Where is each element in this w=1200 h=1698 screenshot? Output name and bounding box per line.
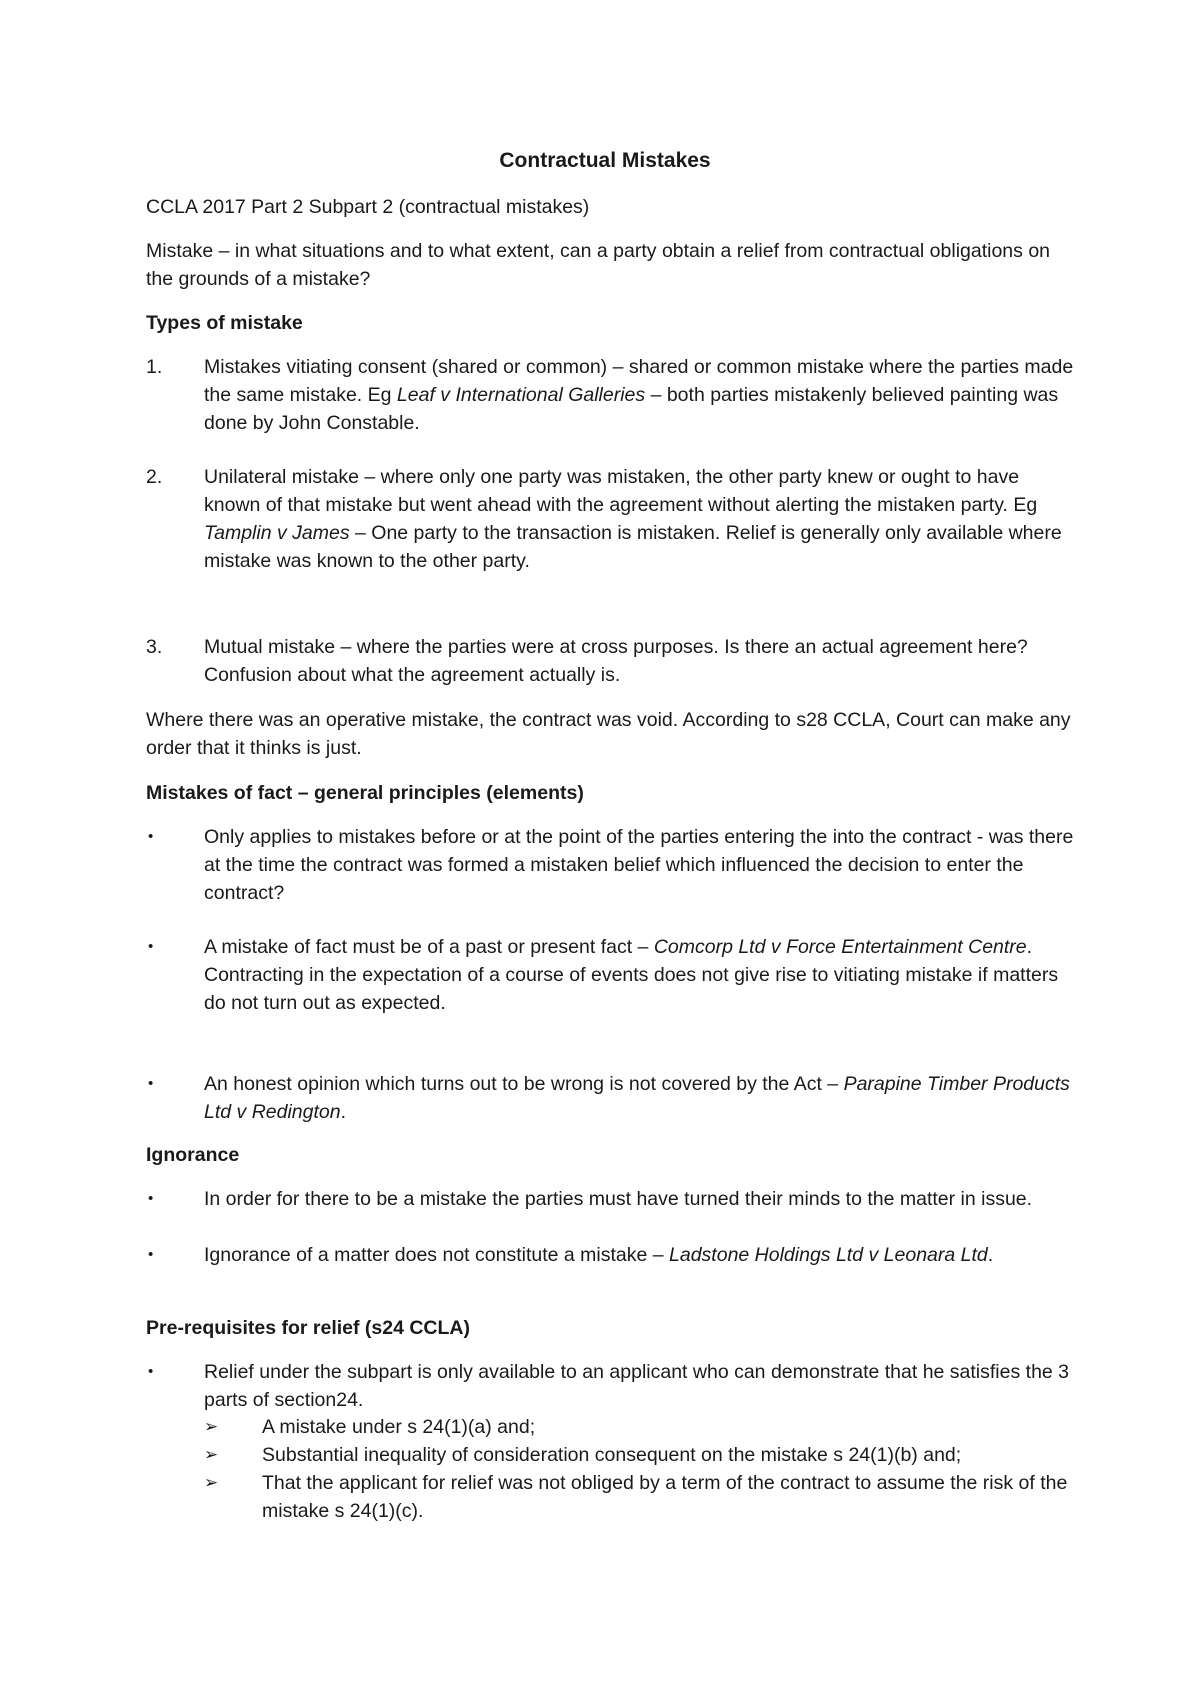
list-number: 3. — [146, 636, 163, 658]
case-name: Leaf v International Galleries — [396, 384, 646, 406]
item-text: A mistake of fact must be of a past or present fact – — [204, 936, 654, 958]
list-item-mutual-mistake — [204, 633, 1074, 689]
bullet-icon: • — [148, 1246, 154, 1263]
item-text: Ignorance of a matter does not constitute a mistake – — [204, 1244, 670, 1266]
item-text: – both parties mistakenly believed painting was done by John Constable. — [204, 384, 1059, 434]
item-text: In order for there to be a mistake the parties must have turned their minds to the matter in issue. — [204, 1188, 1033, 1210]
item-text: Mutual mistake – where the parties were at cross purposes. Is there an actual agreement here? Confusion about what the agreement actually is. — [204, 636, 1028, 686]
case-name: Ladstone Holdings Ltd v Leonara Ltd — [669, 1244, 988, 1266]
sub-item-inequality: Substantial inequality of consideration consequent on the mistake s 24(1)(b) and; — [262, 1444, 962, 1466]
section-heading-types: Types of mistake — [146, 312, 303, 334]
item-text: . — [987, 1244, 994, 1266]
list-item-fact-past-present — [204, 933, 1074, 1017]
item-text: An honest opinion which turns out to be wrong is not covered by the Act – — [204, 1073, 844, 1095]
sub-item-mistake: A mistake under s 24(1)(a) and; — [262, 1416, 536, 1438]
bullet-icon: • — [148, 938, 154, 955]
bullet-icon: • — [148, 828, 154, 845]
list-number: 1. — [146, 356, 163, 378]
list-number: 2. — [146, 466, 163, 488]
document-title: Contractual Mistakes — [499, 149, 711, 172]
case-name: Comcorp Ltd v Force Entertainment Centre — [653, 936, 1027, 958]
bullet-icon: • — [148, 1190, 154, 1207]
list-item-ignorance-minds — [204, 1185, 1074, 1213]
section-heading-ignorance: Ignorance — [146, 1144, 240, 1166]
sub-item-risk: That the applicant for relief was not obliged by a term of the contract to assume the risk of the mistake s 24(1)(c). — [262, 1472, 1068, 1522]
list-item-prereq: Relief under the subpart is only available to an applicant who can demonstrate that he satisfies the 3 parts of section24. — [204, 1361, 1070, 1411]
item-text: . Contracting in the expectation of a course of events does not give rise to vitiating mistake if matters do not turn out as expected. — [204, 936, 1059, 1014]
intro-question: Mistake – in what situations and to what extent, can a party obtain a relief from contractual obligations on the grounds of a mistake? — [146, 240, 1051, 290]
list-item-ignorance-not-mistake — [204, 1241, 1074, 1269]
item-text: Mistakes vitiating consent (shared or common) – shared or common mistake where the parties made the same mistake. Eg — [204, 356, 1074, 406]
case-name: Tamplin v James — [204, 522, 350, 544]
item-text: . — [340, 1101, 347, 1123]
intro-reference: CCLA 2017 Part 2 Subpart 2 (contractual mistakes) — [146, 196, 590, 218]
item-text: Only applies to mistakes before or at the point of the parties entering the into the contract - was there at the time the contract was formed a mistaken belief which influenced the decision to enter the contract? — [204, 826, 1074, 904]
list-item-unilateral-mistake — [204, 463, 1074, 575]
item-text: Unilateral mistake – where only one party was mistaken, the other party knew or ought to have known of that mistake but went ahead with the agreement without alerting the mistaken party. Eg — [204, 466, 1038, 516]
item-text: – One party to the transaction is mistaken. Relief is generally only available where mistake was known to the other party. — [204, 522, 1062, 572]
list-item-fact-opinion — [204, 1070, 1074, 1126]
arrow-bullet-icon: ➢ — [204, 1445, 219, 1464]
list-item-shared-mistake — [204, 353, 1074, 437]
types-conclusion: Where there was an operative mistake, the contract was void. According to s28 CCLA, Court can make any order that it thinks is just. — [146, 709, 1071, 759]
case-name: Parapine Timber Products Ltd v Redington — [204, 1073, 1070, 1123]
bullet-icon: • — [148, 1363, 154, 1380]
section-heading-prereq: Pre-requisites for relief (s24 CCLA) — [146, 1317, 471, 1339]
list-item-fact-timing — [204, 823, 1074, 907]
arrow-bullet-icon: ➢ — [204, 1417, 219, 1436]
bullet-icon: • — [148, 1075, 154, 1092]
arrow-bullet-icon: ➢ — [204, 1473, 219, 1492]
section-heading-fact: Mistakes of fact – general principles (elements) — [146, 782, 584, 804]
